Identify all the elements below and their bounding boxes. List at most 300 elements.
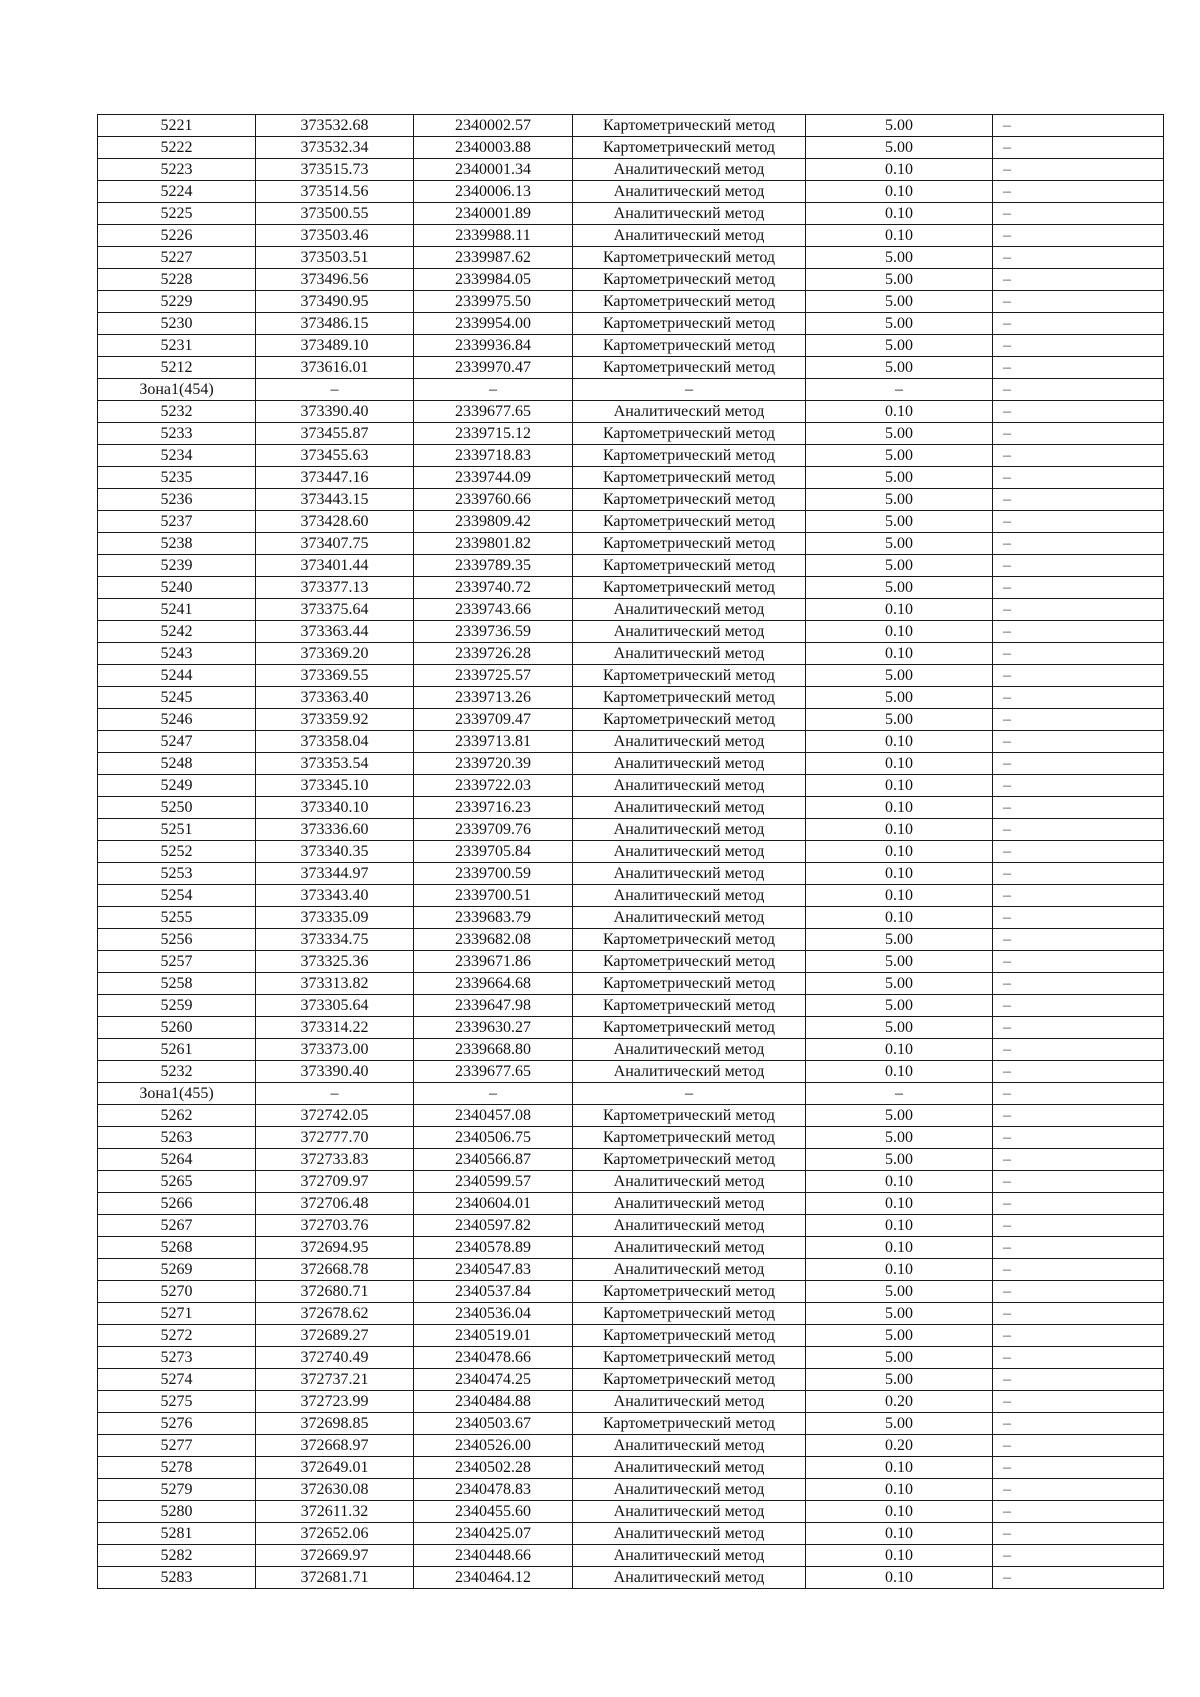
y-coordinate-cell: 2340604.01	[414, 1193, 573, 1215]
y-coordinate-cell: 2339720.39	[414, 753, 573, 775]
accuracy-cell: 0.10	[806, 181, 993, 203]
note-cell: –	[993, 929, 1164, 951]
note-cell: –	[993, 1303, 1164, 1325]
accuracy-cell: 0.10	[806, 731, 993, 753]
method-cell: Аналитический метод	[573, 1391, 806, 1413]
y-coordinate-cell: 2340455.60	[414, 1501, 573, 1523]
method-cell: Аналитический метод	[573, 1171, 806, 1193]
table-row	[98, 1545, 1164, 1567]
accuracy-cell: 5.00	[806, 995, 993, 1017]
point-number-cell: 5252	[98, 841, 256, 863]
method-cell: Аналитический метод	[573, 819, 806, 841]
method-cell: Картометрический метод	[573, 357, 806, 379]
point-number-cell: 5224	[98, 181, 256, 203]
y-coordinate-cell: 2339671.86	[414, 951, 573, 973]
accuracy-cell: 0.10	[806, 819, 993, 841]
table-row	[98, 995, 1164, 1017]
accuracy-cell: 0.10	[806, 1193, 993, 1215]
method-cell: Картометрический метод	[573, 1149, 806, 1171]
method-cell: Аналитический метод	[573, 225, 806, 247]
accuracy-cell: 0.10	[806, 1501, 993, 1523]
method-cell: Аналитический метод	[573, 797, 806, 819]
point-number-cell: 5223	[98, 159, 256, 181]
table-row	[98, 1325, 1164, 1347]
table-row	[98, 863, 1164, 885]
x-coordinate-cell: 372678.62	[256, 1303, 414, 1325]
y-coordinate-cell: 2340599.57	[414, 1171, 573, 1193]
note-cell: –	[993, 489, 1164, 511]
point-number-cell: Зона1(454)	[98, 379, 256, 401]
x-coordinate-cell: 372668.78	[256, 1259, 414, 1281]
accuracy-cell: 5.00	[806, 1017, 993, 1039]
table-row	[98, 599, 1164, 621]
accuracy-cell: –	[806, 1083, 993, 1105]
point-number-cell: Зона1(455)	[98, 1083, 256, 1105]
y-coordinate-cell: 2339740.72	[414, 577, 573, 599]
point-number-cell: 5281	[98, 1523, 256, 1545]
method-cell: Аналитический метод	[573, 841, 806, 863]
y-coordinate-cell: 2339936.84	[414, 335, 573, 357]
point-number-cell: 5254	[98, 885, 256, 907]
x-coordinate-cell: 373340.10	[256, 797, 414, 819]
x-coordinate-cell: 373428.60	[256, 511, 414, 533]
point-number-cell: 5228	[98, 269, 256, 291]
table-row	[98, 1457, 1164, 1479]
table-row	[98, 1149, 1164, 1171]
y-coordinate-cell: 2339718.83	[414, 445, 573, 467]
table-row	[98, 885, 1164, 907]
point-number-cell: 5256	[98, 929, 256, 951]
x-coordinate-cell: 373401.44	[256, 555, 414, 577]
note-cell: –	[993, 115, 1164, 137]
point-number-cell: 5247	[98, 731, 256, 753]
method-cell: Аналитический метод	[573, 203, 806, 225]
method-cell: Картометрический метод	[573, 1281, 806, 1303]
x-coordinate-cell: 373503.46	[256, 225, 414, 247]
accuracy-cell: 5.00	[806, 467, 993, 489]
accuracy-cell: 0.10	[806, 1545, 993, 1567]
note-cell: –	[993, 753, 1164, 775]
accuracy-cell: 0.20	[806, 1435, 993, 1457]
accuracy-cell: 0.10	[806, 1061, 993, 1083]
table-row	[98, 1017, 1164, 1039]
method-cell: Картометрический метод	[573, 577, 806, 599]
x-coordinate-cell: 373489.10	[256, 335, 414, 357]
table-row	[98, 313, 1164, 335]
point-number-cell: 5230	[98, 313, 256, 335]
table-row	[98, 1435, 1164, 1457]
accuracy-cell: 0.10	[806, 863, 993, 885]
accuracy-cell: 0.20	[806, 1391, 993, 1413]
accuracy-cell: 5.00	[806, 709, 993, 731]
note-cell: –	[993, 225, 1164, 247]
y-coordinate-cell: 2339682.08	[414, 929, 573, 951]
note-cell: –	[993, 1061, 1164, 1083]
x-coordinate-cell: 372703.76	[256, 1215, 414, 1237]
point-number-cell: 5278	[98, 1457, 256, 1479]
point-number-cell: 5273	[98, 1347, 256, 1369]
table-row	[98, 1039, 1164, 1061]
x-coordinate-cell: 373390.40	[256, 401, 414, 423]
x-coordinate-cell: 373515.73	[256, 159, 414, 181]
note-cell: –	[993, 621, 1164, 643]
x-coordinate-cell: 372680.71	[256, 1281, 414, 1303]
table-row	[98, 423, 1164, 445]
method-cell: Картометрический метод	[573, 1105, 806, 1127]
x-coordinate-cell: 373532.34	[256, 137, 414, 159]
method-cell: –	[573, 379, 806, 401]
accuracy-cell: 0.10	[806, 1039, 993, 1061]
method-cell: Картометрический метод	[573, 555, 806, 577]
method-cell: Картометрический метод	[573, 1369, 806, 1391]
table-row	[98, 1127, 1164, 1149]
note-cell: –	[993, 885, 1164, 907]
table-row	[98, 401, 1164, 423]
accuracy-cell: 5.00	[806, 423, 993, 445]
y-coordinate-cell: 2339725.57	[414, 665, 573, 687]
table-row	[98, 951, 1164, 973]
y-coordinate-cell: 2340566.87	[414, 1149, 573, 1171]
point-number-cell: 5249	[98, 775, 256, 797]
x-coordinate-cell: 373455.63	[256, 445, 414, 467]
y-coordinate-cell: 2340001.34	[414, 159, 573, 181]
table-row	[98, 731, 1164, 753]
table-row	[98, 1237, 1164, 1259]
note-cell: –	[993, 357, 1164, 379]
note-cell: –	[993, 1017, 1164, 1039]
method-cell: Аналитический метод	[573, 753, 806, 775]
y-coordinate-cell: 2340003.88	[414, 137, 573, 159]
note-cell: –	[993, 269, 1164, 291]
method-cell: Картометрический метод	[573, 533, 806, 555]
y-coordinate-cell: 2339713.26	[414, 687, 573, 709]
point-number-cell: 5274	[98, 1369, 256, 1391]
note-cell: –	[993, 1567, 1164, 1589]
table-row	[98, 1369, 1164, 1391]
y-coordinate-cell: 2339975.50	[414, 291, 573, 313]
x-coordinate-cell: 373334.75	[256, 929, 414, 951]
y-coordinate-cell: 2339715.12	[414, 423, 573, 445]
y-coordinate-cell: 2339809.42	[414, 511, 573, 533]
x-coordinate-cell: 373363.44	[256, 621, 414, 643]
point-number-cell: 5269	[98, 1259, 256, 1281]
x-coordinate-cell: 373313.82	[256, 973, 414, 995]
method-cell: Аналитический метод	[573, 1039, 806, 1061]
y-coordinate-cell: 2339664.68	[414, 973, 573, 995]
point-number-cell: 5258	[98, 973, 256, 995]
y-coordinate-cell: 2340478.83	[414, 1479, 573, 1501]
table-row	[98, 269, 1164, 291]
method-cell: Картометрический метод	[573, 291, 806, 313]
point-number-cell: 5262	[98, 1105, 256, 1127]
accuracy-cell: 0.10	[806, 1171, 993, 1193]
method-cell: Картометрический метод	[573, 1413, 806, 1435]
accuracy-cell: 0.10	[806, 841, 993, 863]
y-coordinate-cell: 2339716.23	[414, 797, 573, 819]
method-cell: Картометрический метод	[573, 335, 806, 357]
note-cell: –	[993, 1457, 1164, 1479]
x-coordinate-cell: 372737.21	[256, 1369, 414, 1391]
note-cell: –	[993, 203, 1164, 225]
y-coordinate-cell: 2339677.65	[414, 401, 573, 423]
x-coordinate-cell: 373359.92	[256, 709, 414, 731]
y-coordinate-cell: 2340006.13	[414, 181, 573, 203]
table-row	[98, 643, 1164, 665]
method-cell: Аналитический метод	[573, 1545, 806, 1567]
point-number-cell: 5260	[98, 1017, 256, 1039]
table-row	[98, 1193, 1164, 1215]
x-coordinate-cell: 373363.40	[256, 687, 414, 709]
method-cell: Аналитический метод	[573, 599, 806, 621]
note-cell: –	[993, 1259, 1164, 1281]
y-coordinate-cell: 2340464.12	[414, 1567, 573, 1589]
accuracy-cell: 5.00	[806, 555, 993, 577]
y-coordinate-cell: 2340448.66	[414, 1545, 573, 1567]
point-number-cell: 5267	[98, 1215, 256, 1237]
y-coordinate-cell: 2339677.65	[414, 1061, 573, 1083]
method-cell: Аналитический метод	[573, 1457, 806, 1479]
point-number-cell: 5240	[98, 577, 256, 599]
point-number-cell: 5253	[98, 863, 256, 885]
note-cell: –	[993, 291, 1164, 313]
note-cell: –	[993, 863, 1164, 885]
method-cell: Картометрический метод	[573, 1347, 806, 1369]
x-coordinate-cell: 372698.85	[256, 1413, 414, 1435]
point-number-cell: 5259	[98, 995, 256, 1017]
note-cell: –	[993, 1127, 1164, 1149]
accuracy-cell: 5.00	[806, 1347, 993, 1369]
table-row	[98, 225, 1164, 247]
point-number-cell: 5229	[98, 291, 256, 313]
table-row	[98, 159, 1164, 181]
x-coordinate-cell: 373375.64	[256, 599, 414, 621]
x-coordinate-cell: 373490.95	[256, 291, 414, 313]
point-number-cell: 5277	[98, 1435, 256, 1457]
x-coordinate-cell: 372740.49	[256, 1347, 414, 1369]
note-cell: –	[993, 1325, 1164, 1347]
x-coordinate-cell: 372689.27	[256, 1325, 414, 1347]
table-row	[98, 489, 1164, 511]
method-cell: Аналитический метод	[573, 1479, 806, 1501]
x-coordinate-cell: 373407.75	[256, 533, 414, 555]
point-number-cell: 5279	[98, 1479, 256, 1501]
y-coordinate-cell: 2339743.66	[414, 599, 573, 621]
note-cell: –	[993, 599, 1164, 621]
x-coordinate-cell: 373514.56	[256, 181, 414, 203]
method-cell: Картометрический метод	[573, 247, 806, 269]
point-number-cell: 5238	[98, 533, 256, 555]
y-coordinate-cell: 2339789.35	[414, 555, 573, 577]
zone-header-row	[98, 1083, 1164, 1105]
y-coordinate-cell: 2339630.27	[414, 1017, 573, 1039]
accuracy-cell: 0.10	[806, 1479, 993, 1501]
point-number-cell: 5231	[98, 335, 256, 357]
table-row	[98, 555, 1164, 577]
point-number-cell: 5232	[98, 1061, 256, 1083]
method-cell: Картометрический метод	[573, 929, 806, 951]
method-cell: Картометрический метод	[573, 467, 806, 489]
y-coordinate-cell: 2339726.28	[414, 643, 573, 665]
x-coordinate-cell: 373314.22	[256, 1017, 414, 1039]
accuracy-cell: 0.10	[806, 621, 993, 643]
table-row	[98, 973, 1164, 995]
x-coordinate-cell: 373305.64	[256, 995, 414, 1017]
table-row	[98, 841, 1164, 863]
x-coordinate-cell: 373344.97	[256, 863, 414, 885]
y-coordinate-cell: 2339683.79	[414, 907, 573, 929]
note-cell: –	[993, 247, 1164, 269]
table-row	[98, 1413, 1164, 1435]
note-cell: –	[993, 1039, 1164, 1061]
note-cell: –	[993, 797, 1164, 819]
x-coordinate-cell: 373532.68	[256, 115, 414, 137]
x-coordinate-cell: 372777.70	[256, 1127, 414, 1149]
accuracy-cell: 5.00	[806, 1105, 993, 1127]
x-coordinate-cell: 372694.95	[256, 1237, 414, 1259]
y-coordinate-cell: 2339987.62	[414, 247, 573, 269]
note-cell: –	[993, 973, 1164, 995]
x-coordinate-cell: 373369.55	[256, 665, 414, 687]
method-cell: Картометрический метод	[573, 1303, 806, 1325]
table-row	[98, 1105, 1164, 1127]
accuracy-cell: 0.10	[806, 907, 993, 929]
note-cell: –	[993, 379, 1164, 401]
x-coordinate-cell: 373616.01	[256, 357, 414, 379]
point-number-cell: 5264	[98, 1149, 256, 1171]
table-row	[98, 1501, 1164, 1523]
table-row	[98, 335, 1164, 357]
point-number-cell: 5250	[98, 797, 256, 819]
point-number-cell: 5235	[98, 467, 256, 489]
method-cell: Картометрический метод	[573, 995, 806, 1017]
x-coordinate-cell: 372681.71	[256, 1567, 414, 1589]
accuracy-cell: 5.00	[806, 445, 993, 467]
accuracy-cell: 0.10	[806, 1567, 993, 1589]
method-cell: Аналитический метод	[573, 1193, 806, 1215]
method-cell: Картометрический метод	[573, 115, 806, 137]
table-row	[98, 819, 1164, 841]
accuracy-cell: 5.00	[806, 313, 993, 335]
x-coordinate-cell: 372669.97	[256, 1545, 414, 1567]
accuracy-cell: 5.00	[806, 687, 993, 709]
x-coordinate-cell: 373340.35	[256, 841, 414, 863]
note-cell: –	[993, 1281, 1164, 1303]
table-row	[98, 907, 1164, 929]
method-cell: Аналитический метод	[573, 1215, 806, 1237]
y-coordinate-cell: 2339709.47	[414, 709, 573, 731]
note-cell: –	[993, 731, 1164, 753]
accuracy-cell: 5.00	[806, 357, 993, 379]
x-coordinate-cell: 373373.00	[256, 1039, 414, 1061]
table-row	[98, 797, 1164, 819]
note-cell: –	[993, 1523, 1164, 1545]
table-row	[98, 357, 1164, 379]
accuracy-cell: 5.00	[806, 533, 993, 555]
note-cell: –	[993, 709, 1164, 731]
point-number-cell: 5243	[98, 643, 256, 665]
point-number-cell: 5212	[98, 357, 256, 379]
table-row	[98, 1215, 1164, 1237]
method-cell: Аналитический метод	[573, 775, 806, 797]
coordinates-table	[97, 114, 1164, 1589]
accuracy-cell: 5.00	[806, 577, 993, 599]
x-coordinate-cell: 373358.04	[256, 731, 414, 753]
method-cell: Аналитический метод	[573, 621, 806, 643]
x-coordinate-cell: 373377.13	[256, 577, 414, 599]
y-coordinate-cell: 2340425.07	[414, 1523, 573, 1545]
table-row	[98, 665, 1164, 687]
y-coordinate-cell: 2339713.81	[414, 731, 573, 753]
method-cell: Аналитический метод	[573, 1501, 806, 1523]
note-cell: –	[993, 1435, 1164, 1457]
x-coordinate-cell: 373496.56	[256, 269, 414, 291]
x-coordinate-cell: 372668.97	[256, 1435, 414, 1457]
method-cell: Аналитический метод	[573, 731, 806, 753]
y-coordinate-cell: 2339722.03	[414, 775, 573, 797]
x-coordinate-cell: –	[256, 1083, 414, 1105]
y-coordinate-cell: 2339736.59	[414, 621, 573, 643]
table-row	[98, 1171, 1164, 1193]
x-coordinate-cell: 373447.16	[256, 467, 414, 489]
method-cell: Аналитический метод	[573, 885, 806, 907]
y-coordinate-cell: –	[414, 379, 573, 401]
note-cell: –	[993, 159, 1164, 181]
x-coordinate-cell: 372649.01	[256, 1457, 414, 1479]
point-number-cell: 5237	[98, 511, 256, 533]
point-number-cell: 5251	[98, 819, 256, 841]
accuracy-cell: 0.10	[806, 401, 993, 423]
x-coordinate-cell: 372709.97	[256, 1171, 414, 1193]
y-coordinate-cell: 2339700.59	[414, 863, 573, 885]
method-cell: Картометрический метод	[573, 313, 806, 335]
note-cell: –	[993, 533, 1164, 555]
x-coordinate-cell: 373325.36	[256, 951, 414, 973]
point-number-cell: 5272	[98, 1325, 256, 1347]
x-coordinate-cell: 372630.08	[256, 1479, 414, 1501]
point-number-cell: 5226	[98, 225, 256, 247]
y-coordinate-cell: 2340547.83	[414, 1259, 573, 1281]
x-coordinate-cell: 372611.32	[256, 1501, 414, 1523]
table-row	[98, 181, 1164, 203]
table-row	[98, 115, 1164, 137]
y-coordinate-cell: 2339647.98	[414, 995, 573, 1017]
note-cell: –	[993, 643, 1164, 665]
method-cell: Картометрический метод	[573, 1017, 806, 1039]
method-cell: Аналитический метод	[573, 401, 806, 423]
note-cell: –	[993, 445, 1164, 467]
note-cell: –	[993, 1391, 1164, 1413]
x-coordinate-cell: 373353.54	[256, 753, 414, 775]
accuracy-cell: 5.00	[806, 335, 993, 357]
accuracy-cell: 0.10	[806, 203, 993, 225]
method-cell: Картометрический метод	[573, 489, 806, 511]
note-cell: –	[993, 335, 1164, 357]
method-cell: Картометрический метод	[573, 445, 806, 467]
accuracy-cell: 5.00	[806, 269, 993, 291]
table-row	[98, 291, 1164, 313]
point-number-cell: 5255	[98, 907, 256, 929]
table-row	[98, 247, 1164, 269]
x-coordinate-cell: 373345.10	[256, 775, 414, 797]
y-coordinate-cell: 2340519.01	[414, 1325, 573, 1347]
point-number-cell: 5239	[98, 555, 256, 577]
table-row	[98, 467, 1164, 489]
note-cell: –	[993, 137, 1164, 159]
y-coordinate-cell: 2340597.82	[414, 1215, 573, 1237]
method-cell: Картометрический метод	[573, 511, 806, 533]
method-cell: Аналитический метод	[573, 159, 806, 181]
note-cell: –	[993, 423, 1164, 445]
